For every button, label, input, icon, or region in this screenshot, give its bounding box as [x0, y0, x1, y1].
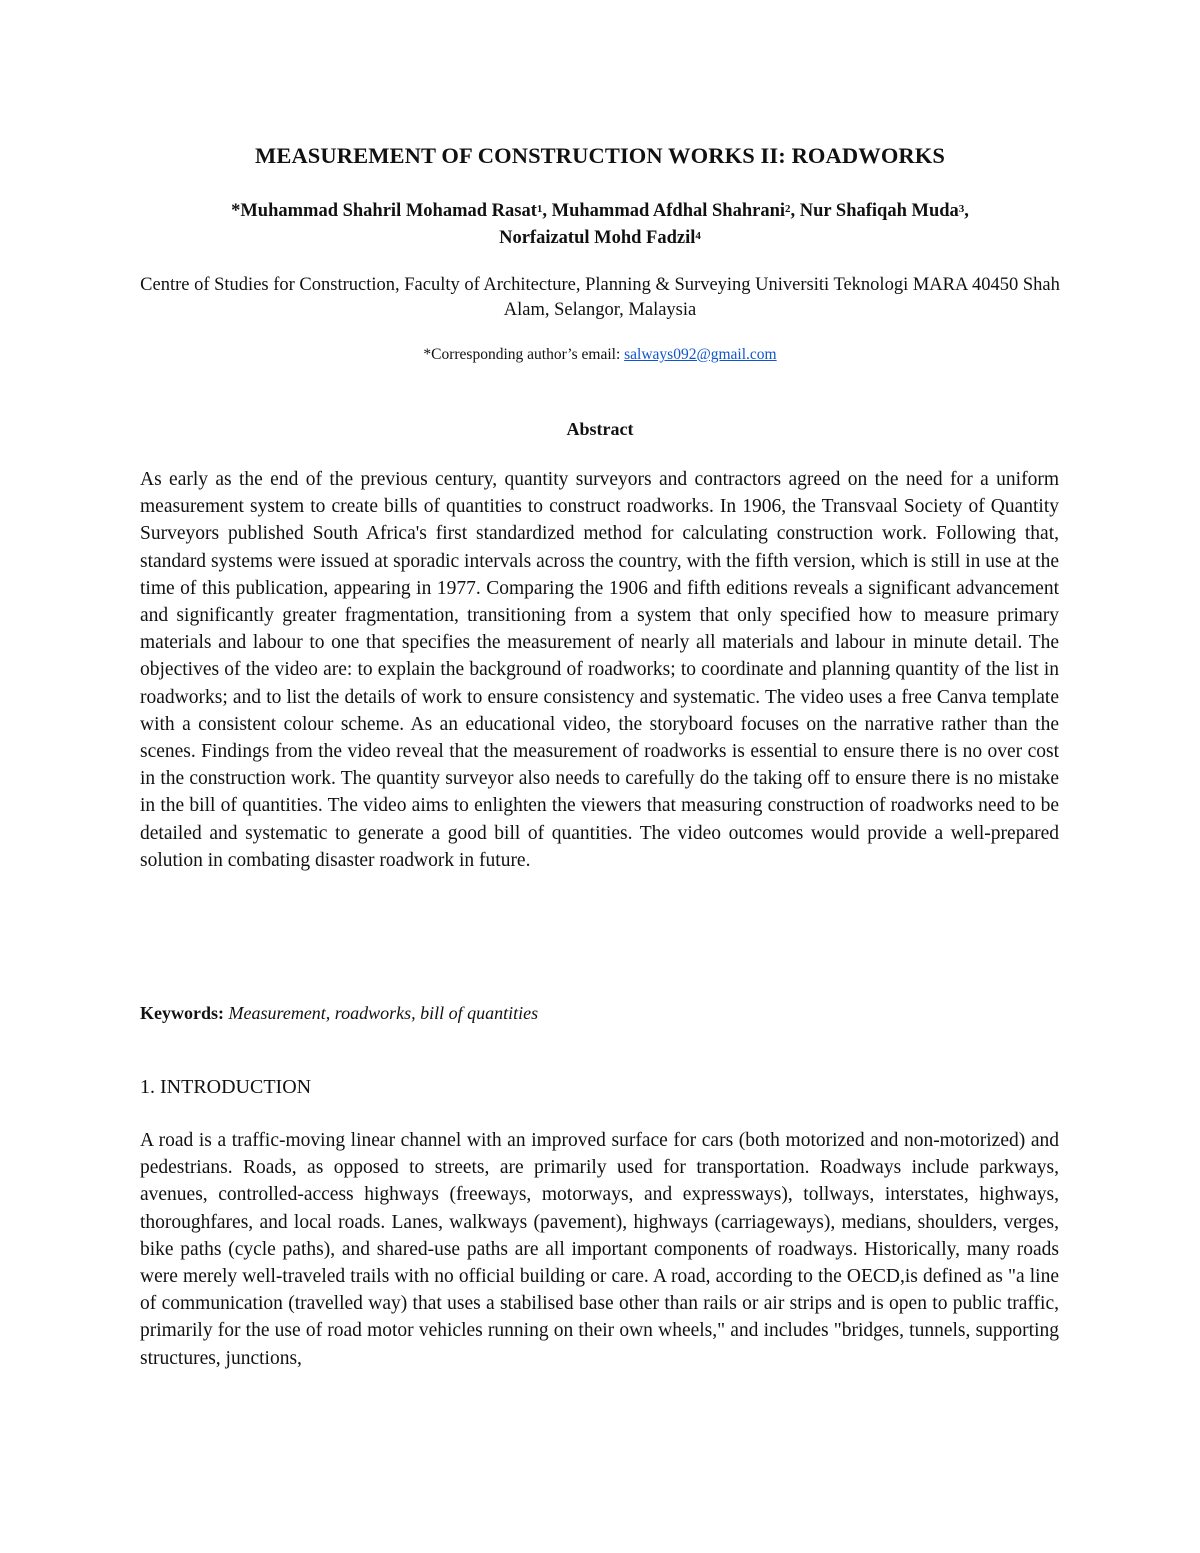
author-3: Nur Shafiqah Muda$^3$, [799, 201, 969, 221]
abstract-text: As early as the end of the previous century, quantity surveyors and contractors agreed on the need for a uniform measurement system to create bills of quantities to construct roadworks. In 1906, the Transvaal Society of Quantity Surveyors published South Africa's first standardized method for calculating construction work. Following that, standard systems were issued at sporadic intervals across the country, with the fifth version, which is still in use at the time of this publication, appearing in 1977. Comparing the 1906 and fifth editions reveals a significant advancement and significantly greater fragmentation, transitioning from a system that only specified how to measure primary materials and labour to one that specifies the measurement of nearly all materials and labour in minute detail. The objectives of the video are: to explain the background of roadworks; to coordinate and planning quantity of the list in roadworks; and to list the details of work to ensure consistency and systematic. The video uses a free Canva template with a consistent colour scheme. As an educational video, the storyboard focuses on the narrative rather than the scenes. Findings from the video reveal that the measurement of roadworks is essential to ensure there is no over cost in the construction work. The quantity surveyor also needs to carefully do the taking off to ensure there is no mistake in the bill of quantities. The video aims to enlighten the viewers that measuring construction of roadworks need to be detailed and systematic to generate a good bill of quantities. The video outcomes would provide a well-prepared solution in combating disaster roadwork in future. [140, 469, 1059, 871]
email-link[interactable]: salways092@gmail.com [624, 346, 777, 363]
author-2-affiliation-mark: 2 [785, 203, 791, 215]
section-heading-introduction: 1. INTRODUCTION [140, 1076, 312, 1098]
author-2: Muhammad Afdhal Shahrani$^2$, [551, 201, 800, 221]
keywords-label: Keywords: [140, 1003, 224, 1023]
email-label: *Corresponding author’s email: [423, 346, 625, 363]
affiliation: Centre of Studies for Construction, Faculty of Architecture, Planning & Surveying Universiti Teknologi MARA 40450 Shah Alam, Selangor, Malaysia [140, 275, 1060, 320]
author-4: Norfaizatul Mohd Fadzil$^4$ [499, 228, 701, 248]
corresponding-author [0, 346, 1200, 364]
paper-title: MEASUREMENT OF CONSTRUCTION WORKS II: ROADWORKS [255, 143, 945, 168]
author-3-affiliation-mark: 3 [958, 203, 965, 215]
author-list [140, 198, 1060, 252]
keywords [140, 1003, 1059, 1024]
author-1: *Muhammad Shahril Mohamad Rasat$^1$, [231, 201, 552, 221]
abstract-heading: Abstract [566, 419, 634, 439]
introduction-text: A road is a traffic-moving linear channel with an improved surface for cars (both motorized and non-motorized) and pedestrians. Roads, as opposed to streets, are primarily used for transportation. Roadways include parkways, avenues, controlled-access highways (freeways, motorways, and expressways), tollways, interstates, highways, thoroughfares, and local roads. Lanes, walkways (pavement), highways (carriageways), medians, shoulders, verges, bike paths (cycle paths), and shared-use paths are all important components of roadways. Historically, many roads were merely well-traveled trails with no official building or care. A road, according to the OECD,is defined as "a line of communication (travelled way) that uses a stabilised base other than rails or air strips and is open to public traffic, primarily for the use of road motor vehicles running on their own wheels," and includes "bridges, tunnels, supporting structures, junctions, [140, 1130, 1059, 1369]
author-4-affiliation-mark: 4 [695, 230, 701, 242]
author-1-affiliation-mark: 1 [536, 203, 543, 215]
keywords-list: Measurement, roadworks, bill of quantities [228, 1003, 539, 1023]
